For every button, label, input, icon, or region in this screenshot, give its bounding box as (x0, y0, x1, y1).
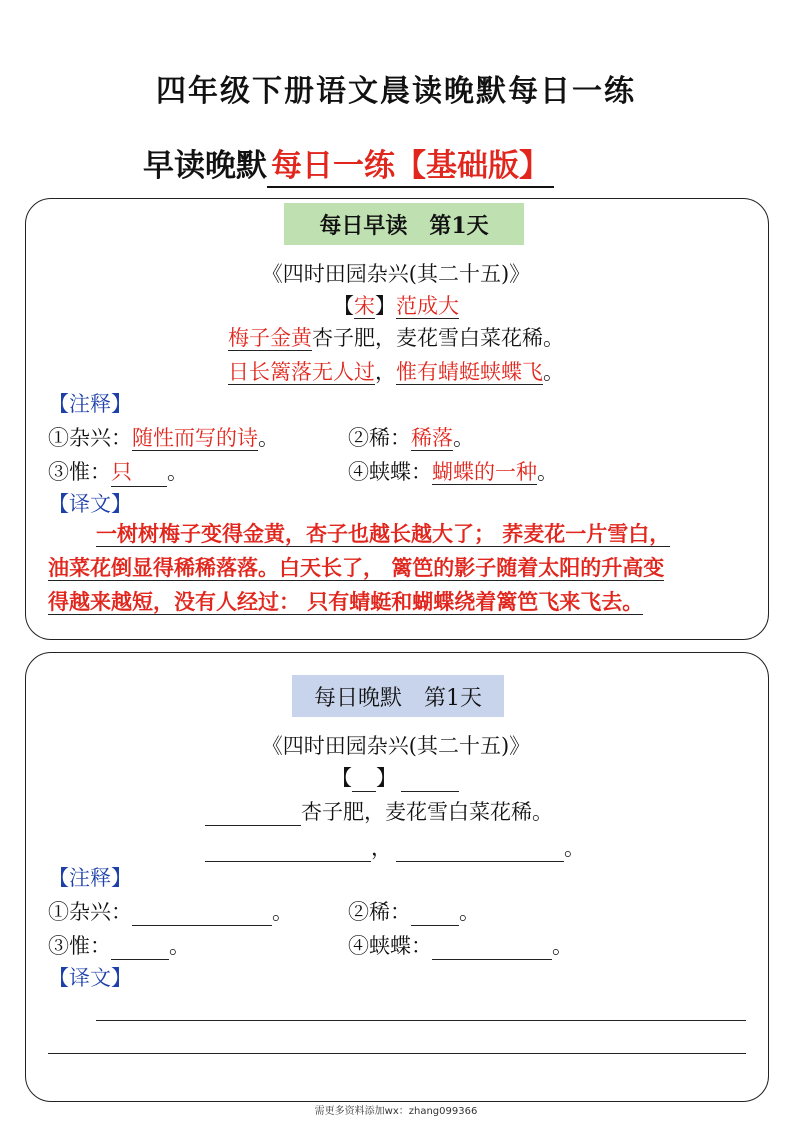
note-1-value: 随性而写的诗 (132, 426, 258, 450)
note-2-end: 。 (453, 426, 474, 450)
line-2a-blank[interactable] (205, 840, 371, 862)
poem-line-1-rest: 杏子肥，麦花雪白菜花稀。 (312, 326, 564, 350)
bracket-close: 】 (376, 766, 397, 790)
dynasty: 宋 (354, 294, 375, 318)
poem-line-1-highlight: 梅子金黄 (228, 326, 312, 350)
bracket-open: 【 (333, 294, 354, 318)
note-1-blank[interactable] (132, 904, 272, 926)
poem-title: 《四时田园杂兴(其二十五)》 (261, 262, 531, 286)
author-blank[interactable] (401, 770, 459, 792)
note-4-label: ④蛱蝶： (348, 934, 432, 958)
poem-line-2-part-b: 惟有蜻蜓蛱蝶飞 (396, 360, 543, 384)
translation-line-2 (48, 552, 748, 584)
translation-line-3 (48, 586, 748, 618)
evening-note-2 (348, 896, 480, 926)
evening-author-line (331, 762, 459, 792)
note-4-value: 蝴蝶的一种 (432, 460, 537, 484)
poem-line-2 (0, 356, 792, 386)
note-2-end: 。 (459, 900, 480, 924)
line-2b-blank[interactable] (396, 840, 564, 862)
note-3 (48, 456, 188, 487)
note-2-label: ②稀： (348, 426, 411, 450)
evening-note-4 (348, 930, 573, 960)
poem-line-2-comma: ， (375, 360, 396, 384)
footer-note: 需更多资料添加wx：zhang099366 (314, 1106, 478, 1117)
evening-poem-line-2 (205, 832, 585, 862)
note-3-blank[interactable] (111, 938, 169, 960)
poem-line-1 (0, 322, 792, 352)
translation-line-1 (48, 518, 748, 550)
evening-translation-heading: 【译文】 (48, 966, 132, 990)
evening-poem-title: 《四时田园杂兴(其二十五)》 (261, 734, 531, 758)
note-4-end: 。 (552, 934, 573, 958)
translation-write-line-1[interactable] (96, 1020, 746, 1021)
translation-heading: 【译文】 (48, 492, 132, 516)
poem-line-2-part-a: 日长篱落无人过 (228, 360, 375, 384)
evening-poem-line-1 (205, 796, 553, 826)
bracket-close: 】 (375, 294, 396, 318)
note-3-label: ③惟： (48, 460, 111, 484)
dynasty-blank[interactable] (352, 770, 376, 792)
note-3-value: 只 (111, 456, 167, 487)
evening-note-3 (48, 930, 190, 960)
subtitle-prefix: 早读晚默 (143, 148, 267, 184)
note-2 (348, 422, 474, 452)
note-4-end: 。 (537, 460, 558, 484)
poem-author-line (0, 290, 792, 320)
bracket-open: 【 (331, 766, 352, 790)
page-title: 四年级下册语文晨读晚默每日一练 (156, 74, 636, 109)
page-subtitle (143, 140, 554, 185)
evening-line-2-end: 。 (564, 836, 585, 860)
note-1-end: 。 (258, 426, 279, 450)
evening-dictation-card (25, 652, 769, 1102)
note-2-label: ②稀： (348, 900, 411, 924)
note-3-end: 。 (167, 460, 188, 484)
evening-notes-heading: 【注释】 (48, 866, 132, 890)
note-4-label: ④蛱蝶： (348, 460, 432, 484)
translation-write-line-2[interactable] (48, 1053, 746, 1054)
note-1 (48, 422, 279, 452)
note-2-blank[interactable] (411, 904, 459, 926)
note-4-blank[interactable] (432, 938, 552, 960)
evening-line-2-comma: ， (371, 836, 392, 860)
subtitle-highlight: 每日一练【基础版】 (267, 148, 554, 188)
note-3-label: ③惟： (48, 934, 111, 958)
translation-text-2: 油菜花倒显得稀稀落落。白天长了， 篱笆的影子随着太阳的升高变 (48, 555, 665, 580)
evening-line-1-rest: 杏子肥，麦花雪白菜花稀。 (301, 800, 553, 824)
morning-badge: 每日早读 第1天 (284, 203, 524, 245)
translation-text-3: 得越来越短，没有人经过： 只有蜻蜓和蝴蝶绕着篱笆飞来飞去。 (48, 589, 644, 614)
note-1-label: ①杂兴： (48, 426, 132, 450)
note-1-label: ①杂兴： (48, 900, 132, 924)
author: 范成大 (396, 294, 459, 318)
notes-heading: 【注释】 (48, 392, 132, 416)
note-3-end: 。 (169, 934, 190, 958)
poem-line-2-end: 。 (543, 360, 564, 384)
note-1-end: 。 (272, 900, 293, 924)
evening-badge: 每日晚默 第1天 (292, 675, 504, 717)
note-2-value: 稀落 (411, 426, 453, 450)
evening-note-1 (48, 896, 293, 926)
line-1-blank[interactable] (205, 804, 301, 826)
note-4 (348, 456, 558, 486)
translation-text-1: 一树树梅子变得金黄，杏子也越长越大了； 荞麦花一片雪白， (96, 521, 671, 546)
